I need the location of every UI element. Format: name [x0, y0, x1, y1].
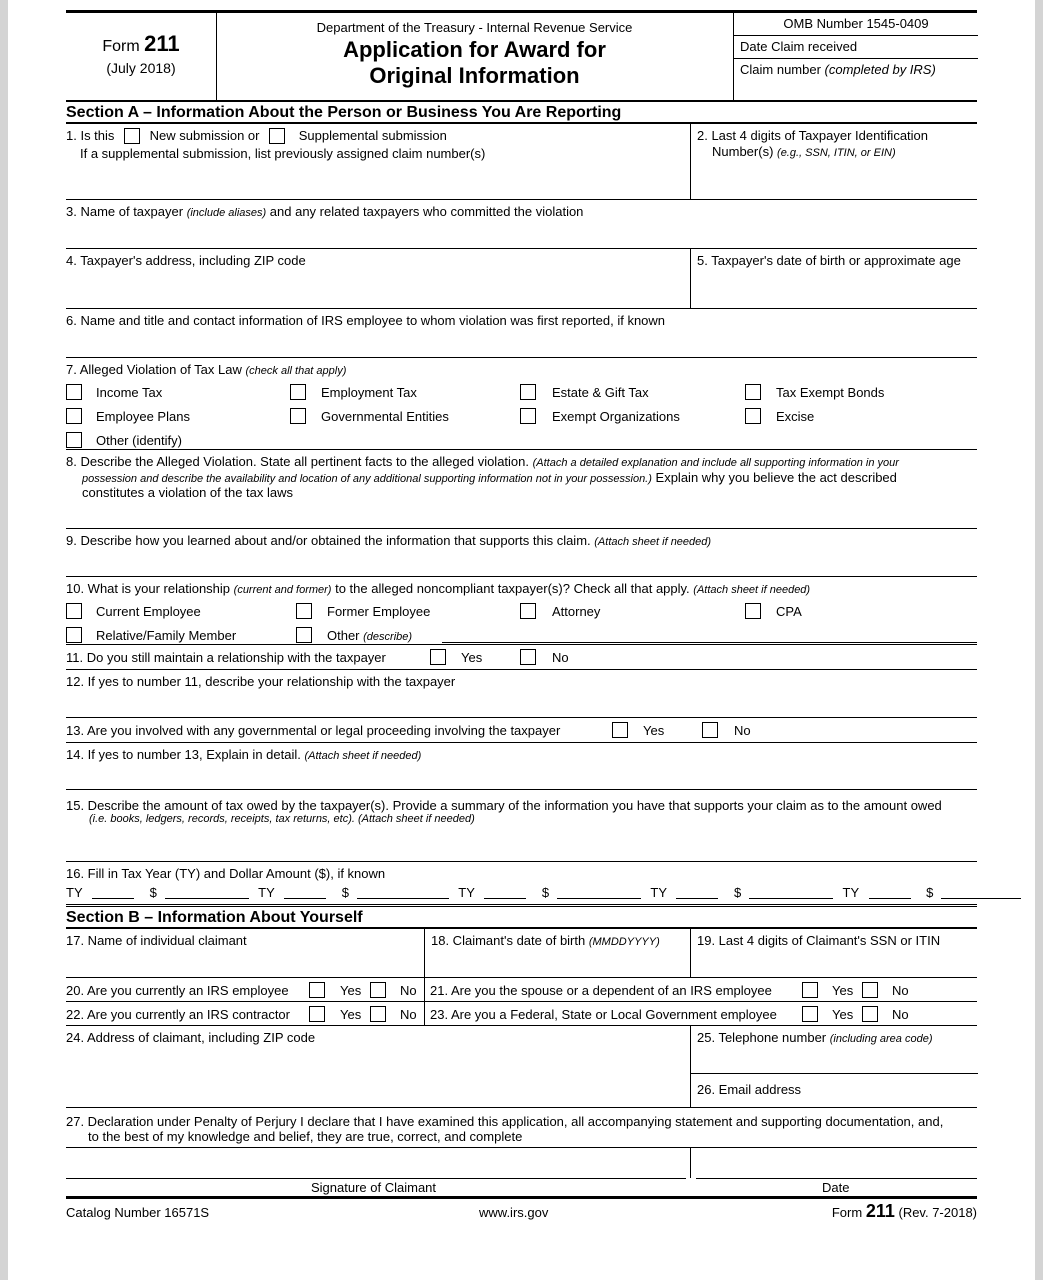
q27-label: 27. Declaration under Penalty of Perjury I declare that I have examined this application, all accompanying statement and supporting documentation, and,: [66, 1114, 944, 1129]
excise-label: Excise: [776, 409, 815, 424]
q2-label-line2: Number(s): [712, 144, 774, 159]
section-a-title: Section A – Information About the Person or Business You Are Reporting: [66, 104, 622, 121]
new-submission-label: New submission or: [149, 128, 260, 143]
q5-label: 5. Taxpayer's date of birth or approximate age: [697, 253, 961, 268]
ty-label-5: TY: [842, 885, 859, 900]
q22-no-label: No: [400, 1007, 417, 1022]
cpa-checkbox[interactable]: [745, 603, 761, 619]
q21-no-checkbox[interactable]: [862, 982, 878, 998]
q20-yes-label: Yes: [340, 983, 362, 998]
q20-yes-checkbox[interactable]: [309, 982, 325, 998]
q12-label: 12. If yes to number 11, describe your relationship with the taxpayer: [66, 674, 456, 689]
q2-note: (e.g., SSN, ITIN, or EIN): [777, 147, 896, 159]
q2-label-line1: 2. Last 4 digits of Taxpayer Identification: [697, 128, 929, 143]
q11-no-checkbox[interactable]: [520, 649, 536, 665]
amount-field-5[interactable]: [941, 886, 1021, 899]
supplemental-submission-checkbox[interactable]: [269, 128, 285, 144]
employment-tax-label: Employment Tax: [321, 385, 417, 400]
q23-label: 23. Are you a Federal, State or Local Government employee: [430, 1007, 777, 1022]
q3-note: (include aliases): [186, 207, 267, 219]
tax-exempt-bonds-label: Tax Exempt Bonds: [776, 385, 885, 400]
employee-plans-label: Employee Plans: [96, 409, 190, 424]
excise-checkbox[interactable]: [745, 408, 761, 424]
footer-form-number: 211: [865, 1201, 895, 1221]
ty-field-5[interactable]: [869, 886, 911, 899]
claim-number-note: (completed by IRS): [824, 62, 936, 77]
row-q15[interactable]: [66, 790, 977, 862]
website: www.irs.gov: [479, 1205, 549, 1220]
new-submission-checkbox[interactable]: [124, 128, 140, 144]
row-q16: [66, 862, 977, 907]
amount-field-1[interactable]: [165, 886, 249, 899]
q23-no-checkbox[interactable]: [862, 1006, 878, 1022]
q17-label: 17. Name of individual claimant: [66, 933, 247, 948]
q10-note: (current and former): [233, 584, 332, 596]
taxpayer-address-field[interactable]: [66, 271, 686, 307]
q11-yes-label: Yes: [461, 650, 483, 665]
row-q7: [66, 358, 977, 450]
row-q3[interactable]: [66, 200, 977, 249]
claimant-name-cell[interactable]: [66, 929, 424, 977]
claimant-ssn-cell[interactable]: [690, 929, 978, 977]
attorney-checkbox[interactable]: [520, 603, 536, 619]
q13-no-label: No: [734, 723, 751, 738]
ty-label-1: TY: [66, 885, 83, 900]
form-title-line2: Original Information: [369, 63, 580, 88]
q10-label: 10. What is your relationship: [66, 581, 231, 596]
q8-note-line2: possession and describe the availability and location of any additional supporting information not in your possession.): [82, 473, 652, 485]
governmental-entities-checkbox[interactable]: [290, 408, 306, 424]
claimant-address-cell[interactable]: [66, 1026, 690, 1107]
other-relationship-field[interactable]: [442, 641, 977, 643]
dollar-label-5: $: [926, 885, 934, 900]
row-q11: [66, 645, 977, 670]
q23-yes-checkbox[interactable]: [802, 1006, 818, 1022]
estate-gift-tax-label: Estate & Gift Tax: [552, 385, 649, 400]
q21-label: 21. Are you the spouse or a dependent of an IRS employee: [430, 983, 772, 998]
q5-cell[interactable]: [690, 249, 978, 308]
q22-yes-checkbox[interactable]: [309, 1006, 325, 1022]
q10-note-attach: (Attach sheet if needed): [693, 584, 811, 596]
previous-claim-number-field[interactable]: [66, 164, 686, 194]
q23-yes-label: Yes: [832, 1007, 854, 1022]
q6-label: 6. Name and title and contact information of IRS employee to whom violation was first reported, if known: [66, 313, 666, 328]
former-employee-label: Former Employee: [327, 604, 431, 619]
ty-label-2: TY: [258, 885, 275, 900]
q15-label: 15. Describe the amount of tax owed by the taxpayer(s). Provide a summary of the information you have that supports your claim as to the amount owed: [66, 798, 942, 813]
q14-note: (Attach sheet if needed): [304, 750, 422, 762]
q13-yes-label: Yes: [643, 723, 665, 738]
q11-yes-checkbox[interactable]: [430, 649, 446, 665]
supplemental-submission-label: Supplemental submission: [298, 128, 447, 143]
q3-label-rest: and any related taxpayers who committed the violation: [269, 204, 584, 219]
form-number: 211: [144, 31, 180, 56]
estate-gift-tax-checkbox[interactable]: [520, 384, 536, 400]
form-title-box: [216, 13, 733, 100]
row-q27: [66, 1108, 977, 1148]
section-a-header: [66, 102, 977, 124]
dollar-label-3: $: [541, 885, 550, 900]
q25-label: 25. Telephone number: [697, 1030, 827, 1045]
q21-no-label: No: [892, 983, 909, 998]
date-label: Date: [822, 1180, 850, 1195]
footer-form-word: Form: [831, 1205, 863, 1220]
form-page: [8, 0, 1035, 1280]
claim-number-label: Claim number: [740, 62, 821, 77]
form-date: (July 2018): [106, 60, 176, 76]
row-q6[interactable]: [66, 309, 977, 358]
q8-note-line1: (Attach a detailed explanation and include all supporting information in your: [532, 457, 899, 469]
q25-note: (including area code): [829, 1033, 933, 1045]
ty-label-4: TY: [650, 885, 667, 900]
q23-no-label: No: [892, 1007, 909, 1022]
irs-use-box: [733, 13, 978, 100]
q15-note: (i.e. books, ledgers, records, receipts, tax returns, etc). (Attach sheet if needed): [89, 813, 475, 825]
signature-field[interactable]: [66, 1148, 686, 1179]
ty-field-2[interactable]: [284, 886, 326, 899]
row-q17-q19: [66, 929, 977, 978]
q10-label-rest: to the alleged noncompliant taxpayer(s)? Check all that apply.: [335, 581, 690, 596]
dollar-label-4: $: [734, 885, 742, 900]
q21-yes-checkbox[interactable]: [802, 982, 818, 998]
other-violation-field[interactable]: [200, 447, 977, 448]
signature-label: Signature of Claimant: [311, 1180, 437, 1195]
claimant-dob-cell[interactable]: [424, 929, 691, 977]
other-relationship-checkbox[interactable]: [296, 627, 312, 643]
q20-label: 20. Are you currently an IRS employee: [66, 983, 289, 998]
relative-family-label: Relative/Family Member: [96, 628, 237, 643]
attorney-label: Attorney: [552, 604, 601, 619]
agency-name: Department of the Treasury - Internal Revenue Service: [316, 20, 633, 35]
email-cell[interactable]: [691, 1074, 978, 1107]
q18-note: (MMDDYYYY): [588, 936, 660, 948]
ty-field-1[interactable]: [92, 886, 134, 899]
tax-exempt-bonds-checkbox[interactable]: [745, 384, 761, 400]
form-footer: [66, 1199, 977, 1225]
q1-label: 1. Is this: [66, 128, 115, 143]
dollar-label-1: $: [149, 885, 157, 900]
q14-label: 14. If yes to number 13, Explain in detail.: [66, 747, 301, 762]
former-employee-checkbox[interactable]: [296, 603, 312, 619]
row-q1-q2: [66, 124, 977, 200]
q13-label: 13. Are you involved with any governmental or legal proceeding involving the taxpayer: [66, 723, 561, 738]
q24-label: 24. Address of claimant, including ZIP code: [66, 1030, 316, 1045]
form-header: [66, 10, 977, 102]
dollar-label-2: $: [341, 885, 349, 900]
q8-label: 8. Describe the Alleged Violation. State all pertinent facts to the alleged violation.: [66, 454, 529, 469]
amount-field-4[interactable]: [749, 886, 833, 899]
row-q10: [66, 577, 977, 645]
amount-field-3[interactable]: [557, 886, 641, 899]
row-q12[interactable]: [66, 670, 977, 718]
q26-label: 26. Email address: [697, 1082, 802, 1097]
date-field[interactable]: [696, 1148, 977, 1179]
relative-family-checkbox[interactable]: [66, 627, 82, 643]
q8-label-rest: Explain why you believe the act described: [655, 470, 897, 485]
date-claim-received: Date Claim received: [734, 36, 978, 59]
row-q9[interactable]: [66, 529, 977, 577]
current-employee-label: Current Employee: [96, 604, 201, 619]
q22-yes-label: Yes: [340, 1007, 362, 1022]
q19-label: 19. Last 4 digits of Claimant's SSN or ITIN: [697, 933, 941, 948]
other-violation-checkbox[interactable]: [66, 432, 82, 448]
row-q14[interactable]: [66, 743, 977, 790]
section-b-title: Section B – Information About Yourself: [66, 909, 363, 926]
q11-label: 11. Do you still maintain a relationship with the taxpayer: [66, 650, 386, 665]
footer-revision: (Rev. 7-2018): [898, 1205, 977, 1220]
signature-row: [66, 1148, 977, 1199]
form-title-line1: Application for Award for: [343, 37, 606, 62]
q13-yes-checkbox[interactable]: [612, 722, 628, 738]
q1-supplemental-text: If a supplemental submission, list previously assigned claim number(s): [80, 146, 486, 161]
current-employee-checkbox[interactable]: [66, 603, 82, 619]
irs-form-211: [66, 10, 977, 1225]
omb-number: OMB Number 1545-0409: [734, 13, 978, 36]
form-id-box: [66, 13, 217, 100]
row-q24-q26: [66, 1026, 977, 1108]
row-q22-q23: [66, 1002, 977, 1026]
ty-field-3[interactable]: [484, 886, 526, 899]
q8-label-line3: constitutes a violation of the tax laws: [82, 485, 294, 500]
q16-label: 16. Fill in Tax Year (TY) and Dollar Amount ($), if known: [66, 866, 386, 881]
telephone-cell[interactable]: [691, 1026, 978, 1074]
q13-no-checkbox[interactable]: [702, 722, 718, 738]
income-tax-checkbox[interactable]: [66, 384, 82, 400]
q18-label: 18. Claimant's date of birth: [431, 933, 586, 948]
q22-label: 22. Are you currently an IRS contractor: [66, 1007, 290, 1022]
q20-no-label: No: [400, 983, 417, 998]
exempt-organizations-checkbox[interactable]: [520, 408, 536, 424]
ty-label-3: TY: [458, 885, 475, 900]
q2-cell[interactable]: [690, 124, 978, 199]
other-relationship-note: (describe): [363, 631, 413, 643]
q9-note: (Attach sheet if needed): [594, 536, 712, 548]
q21-yes-label: Yes: [832, 983, 854, 998]
row-q20-q21: [66, 978, 977, 1002]
income-tax-label: Income Tax: [96, 385, 163, 400]
other-relationship-label: Other: [327, 628, 360, 643]
row-q4-q5: [66, 249, 977, 309]
q9-label: 9. Describe how you learned about and/or obtained the information that supports this claim.: [66, 533, 591, 548]
q20-no-checkbox[interactable]: [370, 982, 386, 998]
row-q8[interactable]: [66, 450, 977, 529]
row-q13: [66, 718, 977, 743]
q11-no-label: No: [552, 650, 569, 665]
q4-label: 4. Taxpayer's address, including ZIP code: [66, 253, 306, 268]
q7-note: (check all that apply): [245, 365, 347, 377]
governmental-entities-label: Governmental Entities: [321, 409, 449, 424]
other-violation-label: Other (identify): [96, 433, 182, 448]
amount-field-2[interactable]: [357, 886, 449, 899]
section-b-header: [66, 907, 977, 929]
employment-tax-checkbox[interactable]: [290, 384, 306, 400]
q7-label: 7. Alleged Violation of Tax Law: [66, 362, 242, 377]
cpa-label: CPA: [776, 604, 802, 619]
catalog-number: Catalog Number 16571S: [66, 1205, 210, 1220]
ty-field-4[interactable]: [676, 886, 718, 899]
exempt-organizations-label: Exempt Organizations: [552, 409, 680, 424]
employee-plans-checkbox[interactable]: [66, 408, 82, 424]
tax-year-entries: [66, 885, 1021, 900]
q27-label-line2: to the best of my knowledge and belief, they are true, correct, and complete: [88, 1129, 523, 1144]
q22-no-checkbox[interactable]: [370, 1006, 386, 1022]
form-word: Form: [102, 38, 140, 55]
q3-label: 3. Name of taxpayer: [66, 204, 184, 219]
